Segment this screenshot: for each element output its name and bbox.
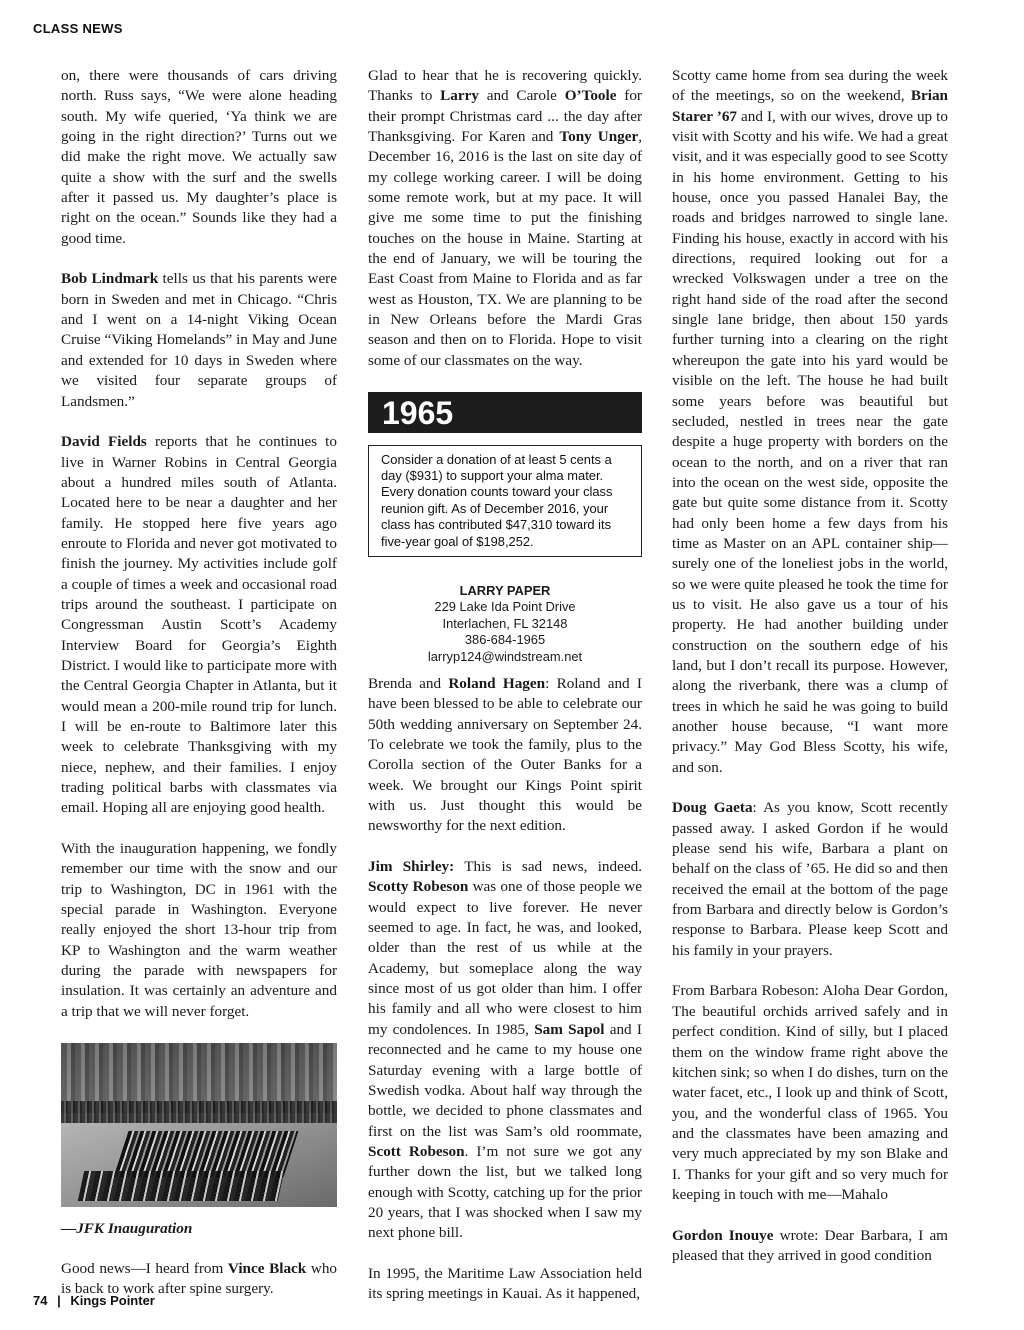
page-footer (33, 1293, 155, 1308)
class-correspondent-contact (368, 583, 642, 665)
jfk-inauguration-photo (61, 1043, 337, 1207)
paragraph-otoole-unger: Glad to hear that he is recovering quickly. Thanks to Larry and Carole O’Toole for their prompt Christmas card ... the day after Thanksgiving. For Karen and Tony Unger, December 16, 2016 is the last on site day of my college working career. I will be doing some remote work, but at my pace. It will give me some time to put the finishing touches on the house in Maine. Starting at the end of January, we will be touring the East Coast from Maine to Florida and as far west as Houston, TX. We are planning to be in New Orleans before the Mardi Gras season and then on to Florida. Hope to visit some of our classmates on the way. (368, 67, 643, 369)
paragraph-jim-shirley: Jim Shirley: This is sad news, indeed. Scotty Robeson was one of those people we would expect to live forever. He never seemed to age. In fact, he was, and looked, older than the rest of us while at the Academy, but someplace along the way since most of us got older than him. I offer his family and all who were closest to him my condolences. In 1985, Sam Sapol and I reconnected and he came to my house one Saturday evening with a large bottle of Swedish vodka. About half way through the bottle, we decided to phone classmates and first on the list was Sam’s old roommate, Scott Robeson. I’m not sure we got any further down the list, but we talked long enough with Scotty, catching up for the prior 20 years, that I was shocked when I saw my next phone bill. (368, 858, 642, 1242)
paragraph-inauguration: With the inauguration happening, we fondly remember our time with the snow and our trip to Washington, DC in 1961 with the special parade in Washington. Everyone really enjoyed the short 13-hour trip from KP to Washington and the warm weather during the parade with newspapers for insulation. It was certainly an adventure and a trip that we will never forget. (61, 840, 337, 1020)
classmate-name: David Fields (61, 433, 147, 451)
paragraph-david-fields: David Fields reports that he continues to live in Warner Robins in Central Georgia about a hundred miles south of Atlanta. Located here to be near a daughter and her family. He stopped here five years ago enroute to Florida and never got motivated to finish the journey. My activities include golf a couple of times a week and occasional road trips around the southeast. I participate on Congressman Austin Scott’s Academy Interview Board for Georgia’s Eighth District. I would like to participate more with the Central Georgia Chapter in Atlanta, but it would mean a 200-mile round trip for lunch. I will be en-route to Baltimore later this week to celebrate Thanksgiving with my niece, nephew, and their families. I enjoy trading political barbs with classmates via email. Hoping all are enjoying good health. (61, 433, 337, 817)
correspondent-name: LARRY PAPER (459, 582, 551, 598)
donation-box: Consider a donation of at least 5 cents a day ($931) to support your alma mater. Every donation counts toward your class reunion gift. As of December 2016, your class has contributed $47,310 toward its five-year goal of $198,252. (368, 445, 642, 557)
phone-number: 386-684-1965 (464, 632, 546, 648)
paragraph-bob-lindmark: Bob Lindmark tells us that his parents were born in Sweden and met in Chicago. “Chris and I went on a 14-night Viking Ocean Cruise “Viking Homelands” in May and June and extended for 10 days in Sweden where we visited four separate groups of Landsmen.” (61, 270, 337, 410)
footer-separator: | (57, 1293, 61, 1308)
paragraph-vince-black: Good news—I heard from Vince Black who is back to work after spine surgery. (61, 1259, 338, 1298)
classmate-name: Bob Lindmark (61, 270, 159, 288)
column-3 (672, 66, 948, 1266)
paragraph-gordon-inouye: Gordon Inouye wrote: Dear Barbara, I am pleased that they arrived in good condition (672, 1226, 948, 1264)
section-header: CLASS NEWS (33, 21, 123, 36)
class-year-banner: 1965 (368, 392, 642, 433)
column-1 (61, 66, 337, 1300)
photo-caption: —JFK Inauguration (61, 1219, 193, 1237)
paragraph: on, there were thousands of cars driving north. Russ says, “We were alone heading south. My wife queried, ‘Ya think we are going in the right direction?’ Turns out we did make the right move. We actually saw quite a show with the surf and the swells after it passed us. My daughter’s place is right on the ocean.” Sounds like they had a good time. (61, 67, 337, 247)
page-number: 74 (33, 1293, 48, 1308)
address-line-1: 229 Lake Ida Point Drive (434, 599, 576, 615)
paragraph-scotty-visit: Scotty came home from sea during the week of the meetings, so on the weekend, Brian Starer ’67 and I, with our wives, drove up to visit with Scotty and his wife. We had a great visit, and it was especially good to see Scotty in his home environment. Getting to his house, once you passed Hanalei Bay, the roads and bridges narrowed to single lane. Finding his house, exactly in accord with his directions, required looking out for a wrecked Volkswagen under a tree on the right hand side of the road after the second single lane bridge, then about 150 yards further turning into a clearing on the right whereupon the gate into his yard would be visible on the left. The house he had built some years before was beautiful but secluded, nestled in trees near the gate despite a huge property with borders on the ocean to the north, and on a river that ran into the ocean on the west side, opposite the gate but quite some distance from it. Scotty had only been home a few days from his time as Master on an APL container ship—surely one of the loneliest jobs in the world, so we were quite pleased he took the time for us to visit. He also gave us a tour of his property. He had another building under construction on the southern edge of his land, but I don’t recall its purpose. However, along the riverbank, there was a clump of trees in which he said he was going to build another house because, “I want more privacy.” May God Bless Scotty, his wife, and son. (672, 67, 948, 776)
publication-name: Kings Pointer (70, 1293, 155, 1308)
email-address[interactable]: larryp124@windstream.net (427, 648, 583, 664)
address-line-2: Interlachen, FL 32148 (442, 615, 568, 631)
paragraph-barbara-robeson: From Barbara Robeson: Aloha Dear Gordon, The beautiful orchids arrived safely and in perfect condition. Kind of silly, but I placed them on the window frame right above the kitchen sink; so when I do dishes, turn on the water facet, etc., I look up and think of Scott, you, and the wonderful class of 1965. You and the classmates have been amazing and very much appreciated by my son Blake and I. Thanks for your gift and so very much for keeping in touch with me—Mahalo (672, 982, 948, 1203)
paragraph-maritime-law: In 1995, the Maritime Law Association held its spring meetings in Kauai. As it happened, (368, 1264, 642, 1303)
column-2 (368, 66, 642, 1305)
classmate-name: Vince Black (227, 1259, 307, 1277)
paragraph-doug-gaeta: Doug Gaeta: As you know, Scott recently passed away. I asked Gordon if he would please send his wife, Barbara a plant on behalf on the class of ’65. He did so and then received the email at the bottom of the page from Barbara and directly below is Gordon’s response to Barbara. Please keep Scott and his family in your prayers. (672, 799, 948, 959)
paragraph-roland-hagen: Brenda and Roland Hagen: Roland and I have been blessed to be able to celebrate our 50th wedding anniversary on September 24. To celebrate we took the family, plus to the Corolla section of the Outer Banks for a week. We brought our Kings Point spirit with us. Just thought this would be newsworthy for the next edition. (368, 674, 642, 835)
